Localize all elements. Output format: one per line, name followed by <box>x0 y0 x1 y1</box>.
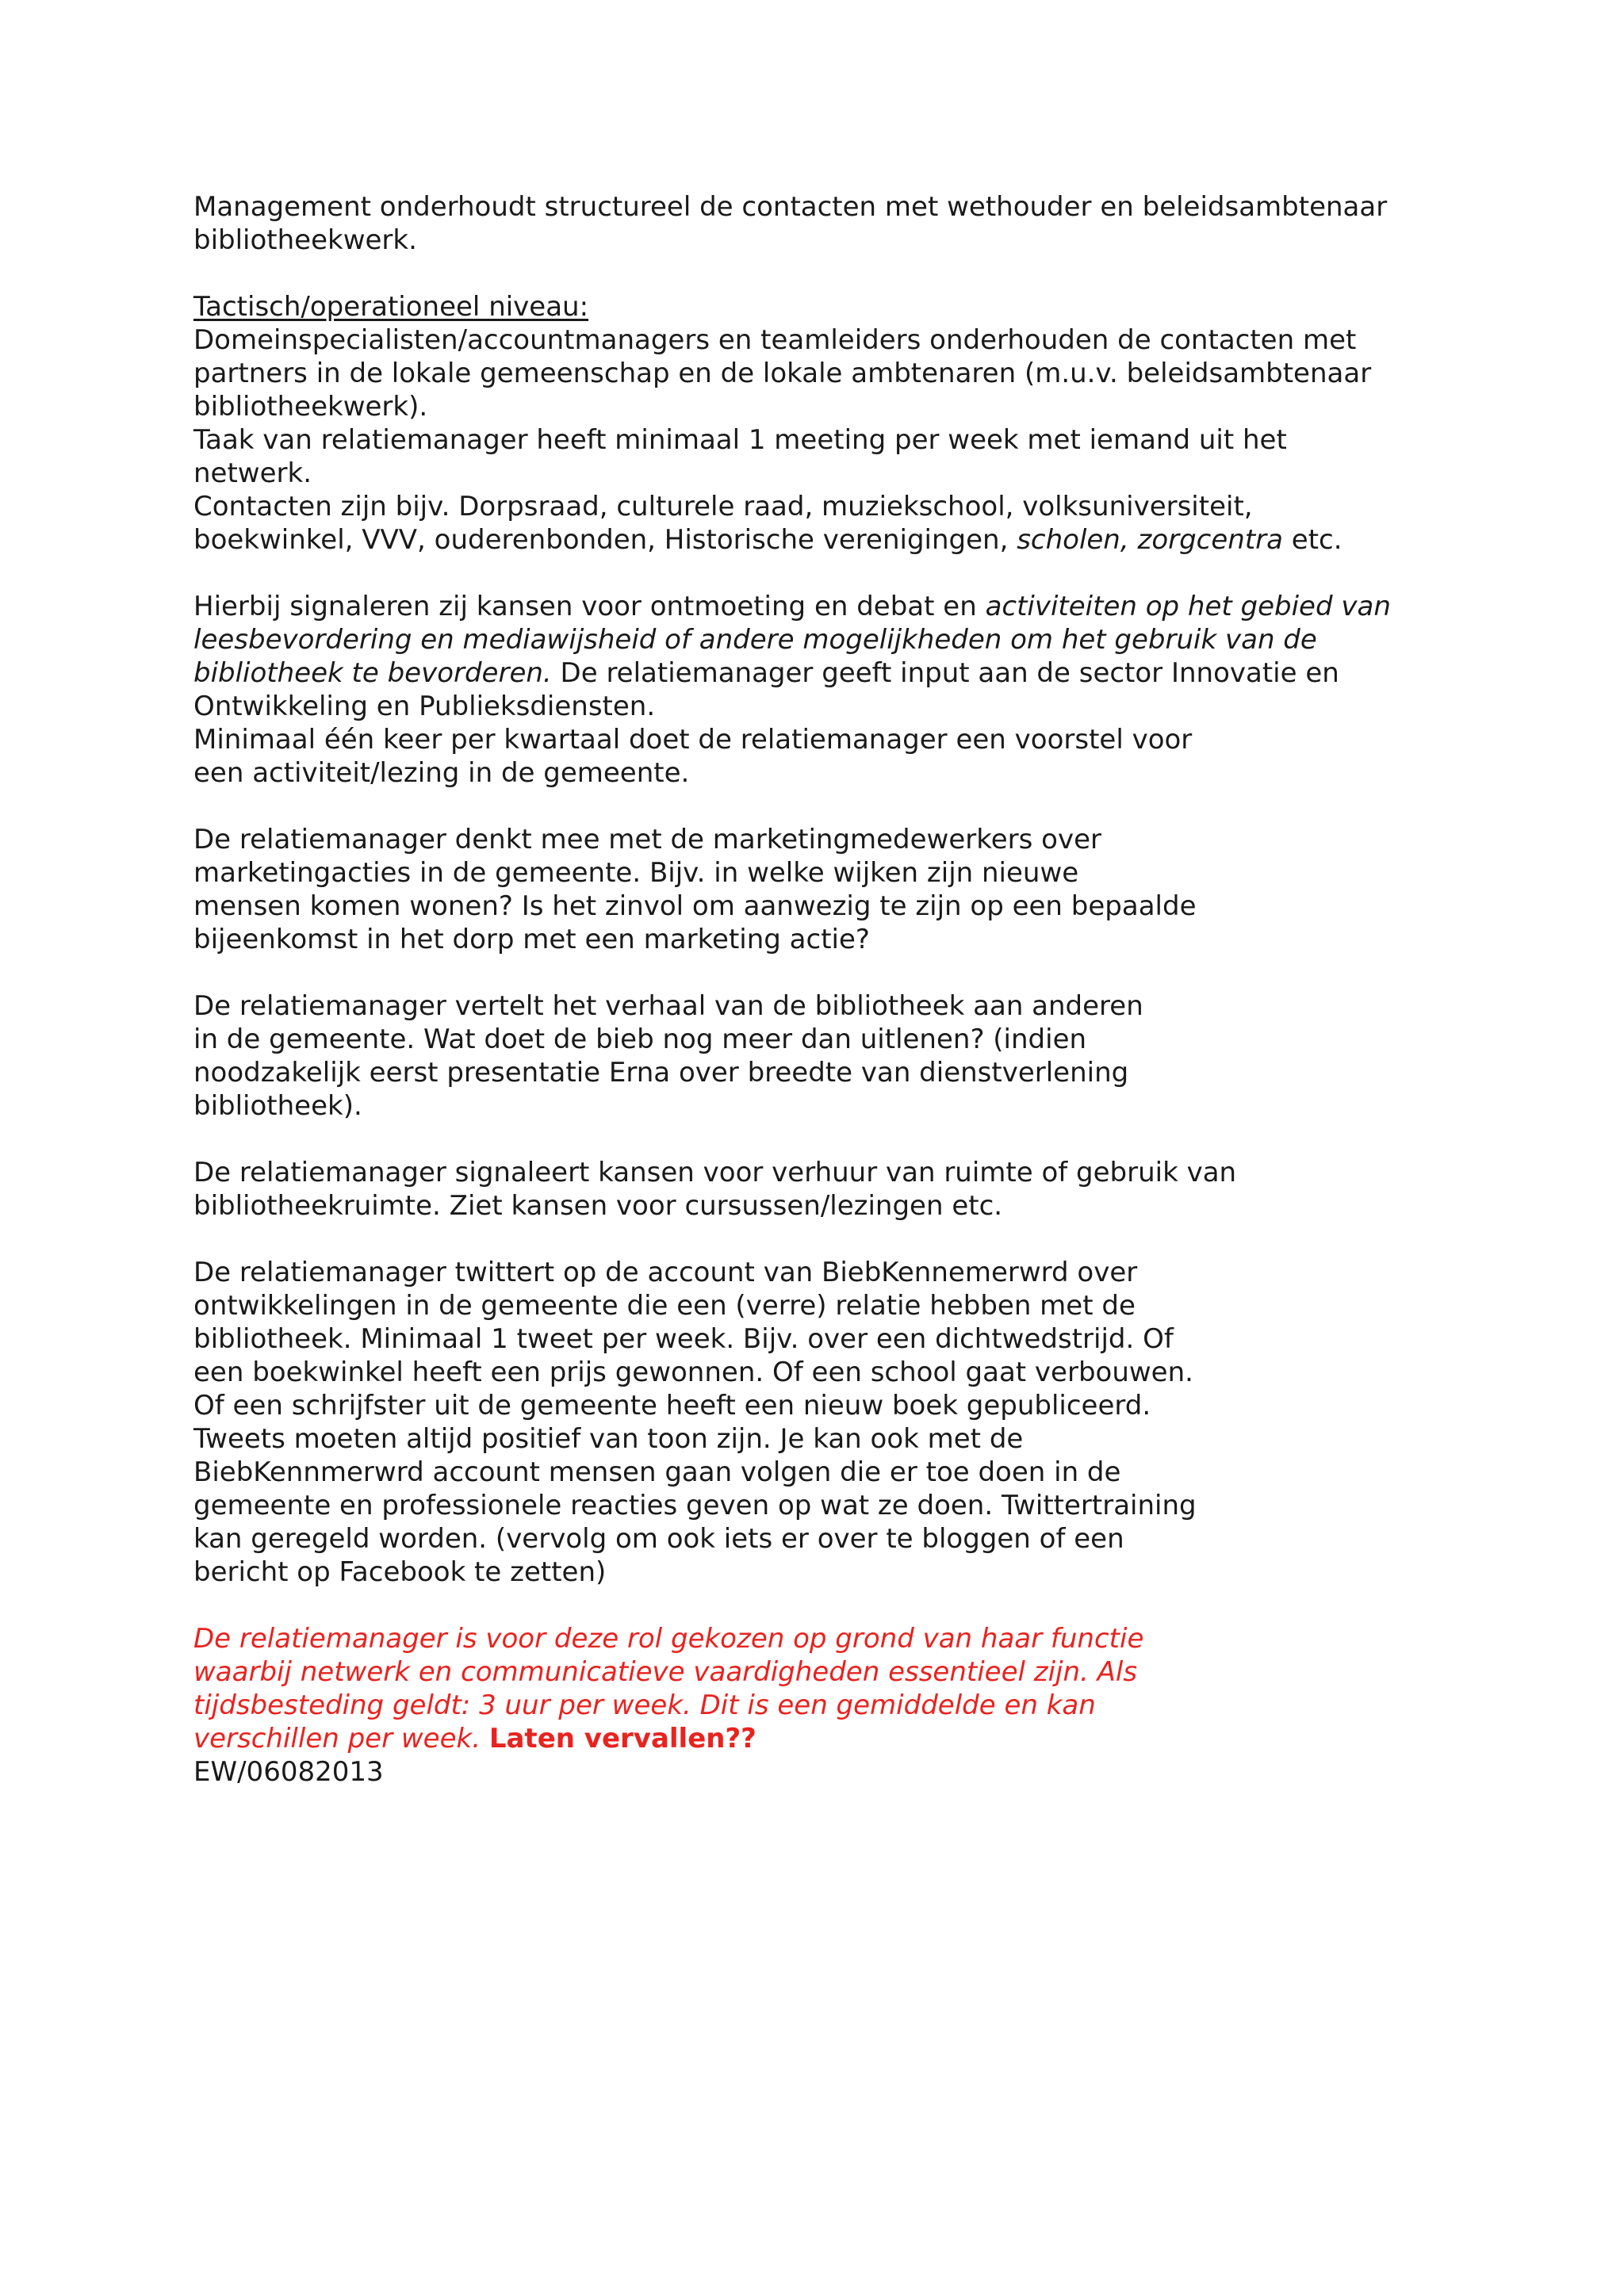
text-segment: etc. <box>1283 524 1342 556</box>
italic-text-segment: bibliotheek te bevorderen. <box>193 657 552 689</box>
text-line: Tweets moeten altijd positief van toon zijn. Je kan ook met de <box>193 1423 1024 1455</box>
text-line: in de gemeente. Wat doet de bieb nog meer dan uitlenen? (indien <box>193 1024 1087 1055</box>
text-line <box>193 523 1446 557</box>
text-line: De relatiemanager vertelt het verhaal van de bibliotheek aan anderen <box>193 990 1143 1022</box>
note-line: De relatiemanager is voor deze rol gekozen op grond van haar functie <box>193 1623 1144 1655</box>
paragraph-library-story <box>193 989 1446 1123</box>
text-line <box>193 590 1446 623</box>
italic-note-segment: verschillen per week. <box>193 1723 481 1755</box>
document-body <box>193 190 1446 1789</box>
text-line: bijeenkomst in het dorp met een marketing actie? <box>193 924 870 955</box>
section-heading: Tactisch/operationeel niveau: <box>193 291 589 323</box>
text-line: bibliotheekwerk. <box>193 224 417 256</box>
text-segment: De relatiemanager geeft input aan de sector Innovatie en <box>551 657 1339 689</box>
text-line: gemeente en professionele reacties geven op wat ze doen. Twittertraining <box>193 1490 1197 1521</box>
document-signature: EW/06082013 <box>193 1756 384 1788</box>
italic-text-segment: activiteiten op het gebied van <box>985 591 1391 622</box>
text-segment: boekwinkel, VVV, ouderenbonden, Historische verenigingen, <box>193 524 1017 556</box>
text-line: marketingacties in de gemeente. Bijv. in welke wijken zijn nieuwe <box>193 857 1079 889</box>
note-line: waarbij netwerk en communicatieve vaardigheden essentieel zijn. Als <box>193 1656 1138 1688</box>
paragraph-twitter <box>193 1256 1446 1589</box>
text-line: bibliotheek. Minimaal 1 tweet per week. Bijv. over een dichtwedstrijd. Of <box>193 1323 1174 1355</box>
text-line: Taak van relatiemanager heeft minimaal 1 meeting per week met iemand uit het <box>193 424 1287 456</box>
text-line: Of een schrijfster uit de gemeente heeft een nieuw boek gepubliceerd. <box>193 1390 1151 1422</box>
text-line: Minimaal één keer per kwartaal doet de relatiemanager een voorstel voor <box>193 724 1193 756</box>
text-line: bibliotheekwerk). <box>193 391 428 423</box>
text-line: Ontwikkeling en Publieksdiensten. <box>193 691 656 722</box>
text-line: Contacten zijn bijv. Dorpsraad, culturele raad, muziekschool, volksuniversiteit, <box>193 491 1253 522</box>
bold-note-segment: Laten vervallen?? <box>488 1723 756 1755</box>
text-line <box>193 656 1446 690</box>
note-line <box>193 1722 1446 1755</box>
text-line: bibliotheek). <box>193 1090 362 1122</box>
paragraph-tactical-level <box>193 290 1446 557</box>
paragraph-management <box>193 190 1446 257</box>
text-segment: Hierbij signaleren zij kansen voor ontmoeting en debat en <box>193 591 986 622</box>
text-line: een boekwinkel heeft een prijs gewonnen. Of een school gaat verbouwen. <box>193 1357 1193 1388</box>
text-line: bibliotheekruimte. Ziet kansen voor cursussen/lezingen etc. <box>193 1190 1003 1222</box>
text-line: De relatiemanager denkt mee met de marketingmedewerkers over <box>193 824 1101 855</box>
paragraph-opportunities <box>193 590 1446 790</box>
note-line: tijdsbesteding geldt: 3 uur per week. Dit is een gemiddelde en kan <box>193 1689 1096 1721</box>
text-line: bericht op Facebook te zetten) <box>193 1556 607 1588</box>
text-line: BiebKennmerwrd account mensen gaan volgen die er toe doen in de <box>193 1456 1121 1488</box>
paragraph-marketing <box>193 823 1446 956</box>
text-line: netwerk. <box>193 457 312 489</box>
paragraph-rental <box>193 1156 1446 1223</box>
text-line: noodzakelijk eerst presentatie Erna over breedte van dienstverlening <box>193 1057 1129 1089</box>
text-line: De relatiemanager signaleert kansen voor verhuur van ruimte of gebruik van <box>193 1157 1237 1188</box>
text-line: mensen komen wonen? Is het zinvol om aanwezig te zijn op een bepaalde <box>193 890 1197 922</box>
text-line: Domeinspecialisten/accountmanagers en teamleiders onderhouden de contacten met <box>193 324 1357 356</box>
text-line: ontwikkelingen in de gemeente die een (verre) relatie hebben met de <box>193 1290 1136 1322</box>
text-line: partners in de lokale gemeenschap en de lokale ambtenaren (m.u.v. beleidsambtenaar <box>193 358 1372 389</box>
text-line: een activiteit/lezing in de gemeente. <box>193 757 690 789</box>
paragraph-role-note <box>193 1622 1446 1789</box>
text-line: Management onderhoudt structureel de contacten met wethouder en beleidsambtenaar <box>193 191 1388 223</box>
italic-text-line: leesbevordering en mediawijsheid of andere mogelijkheden om het gebruik van de <box>193 624 1317 656</box>
italic-text-segment: scholen, zorgcentra <box>1017 524 1283 556</box>
text-line: De relatiemanager twittert op de account van BiebKennemerwrd over <box>193 1257 1138 1288</box>
text-line: kan geregeld worden. (vervolg om ook iets er over te bloggen of een <box>193 1523 1124 1555</box>
